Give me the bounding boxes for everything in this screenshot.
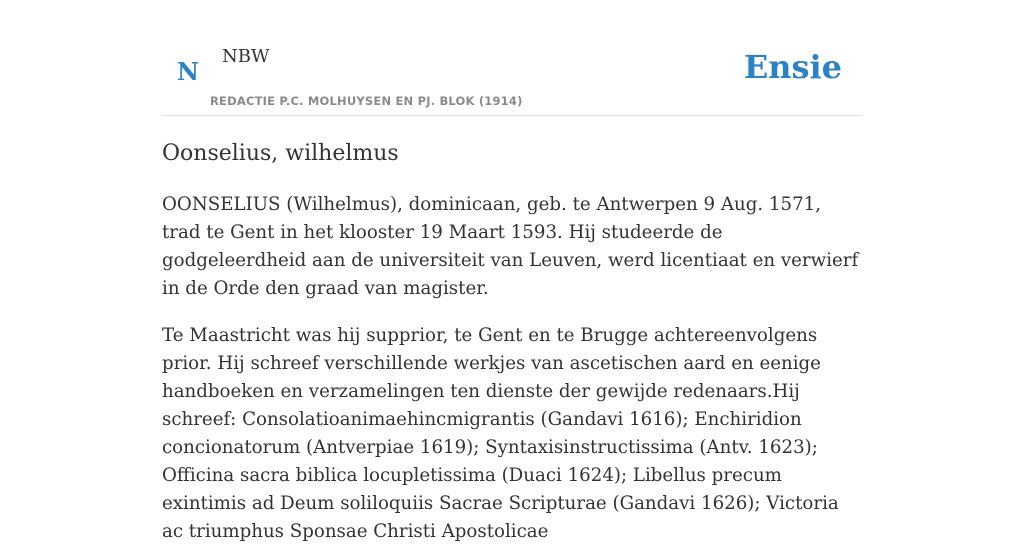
ensie-logo-link[interactable]: Ensie <box>743 48 842 86</box>
source-title[interactable]: NBW <box>222 46 270 67</box>
source-subtitle: REDACTIE P.C. MOLHUYSEN EN PJ. BLOK (1914) <box>210 94 523 108</box>
article-title: Oonselius, wilhelmus <box>162 141 399 166</box>
source-header <box>162 0 862 116</box>
source-logo-icon[interactable]: N <box>177 57 199 86</box>
article-paragraph-2: Te Maastricht was hij supprior, te Gent en te Brugge achtereenvolgens prior. Hij schreef verschillende werkjes van ascetischen aard en eenige handboeken en verzamelingen ten dienste der gewijde redenaars.Hij schreef: Consolatioanimaehincmigrantis (Gandavi 1616); Enchiridion concionatorum (Antverpiae 1619); Syntaxisinstructissima (Antv. 1623); Officina sacra biblica locupletissima (Duaci 1624); Libellus precum exintimis ad Deum soliloquiis Sacrae Scripturae (Gandavi 1626); Victoria ac triumphus Sponsae Christi Apostolicae <box>162 325 839 542</box>
article-paragraph-1: OONSELIUS (Wilhelmus), dominicaan, geb. te Antwerpen 9 Aug. 1571, trad te Gent in het klooster 19 Maart 1593. Hij studeerde de godgeleerdheid aan de universiteit van Leuven, werd licentiaat en verwierf in de Orde den graad van magister. <box>162 194 859 299</box>
page-container <box>162 0 862 546</box>
